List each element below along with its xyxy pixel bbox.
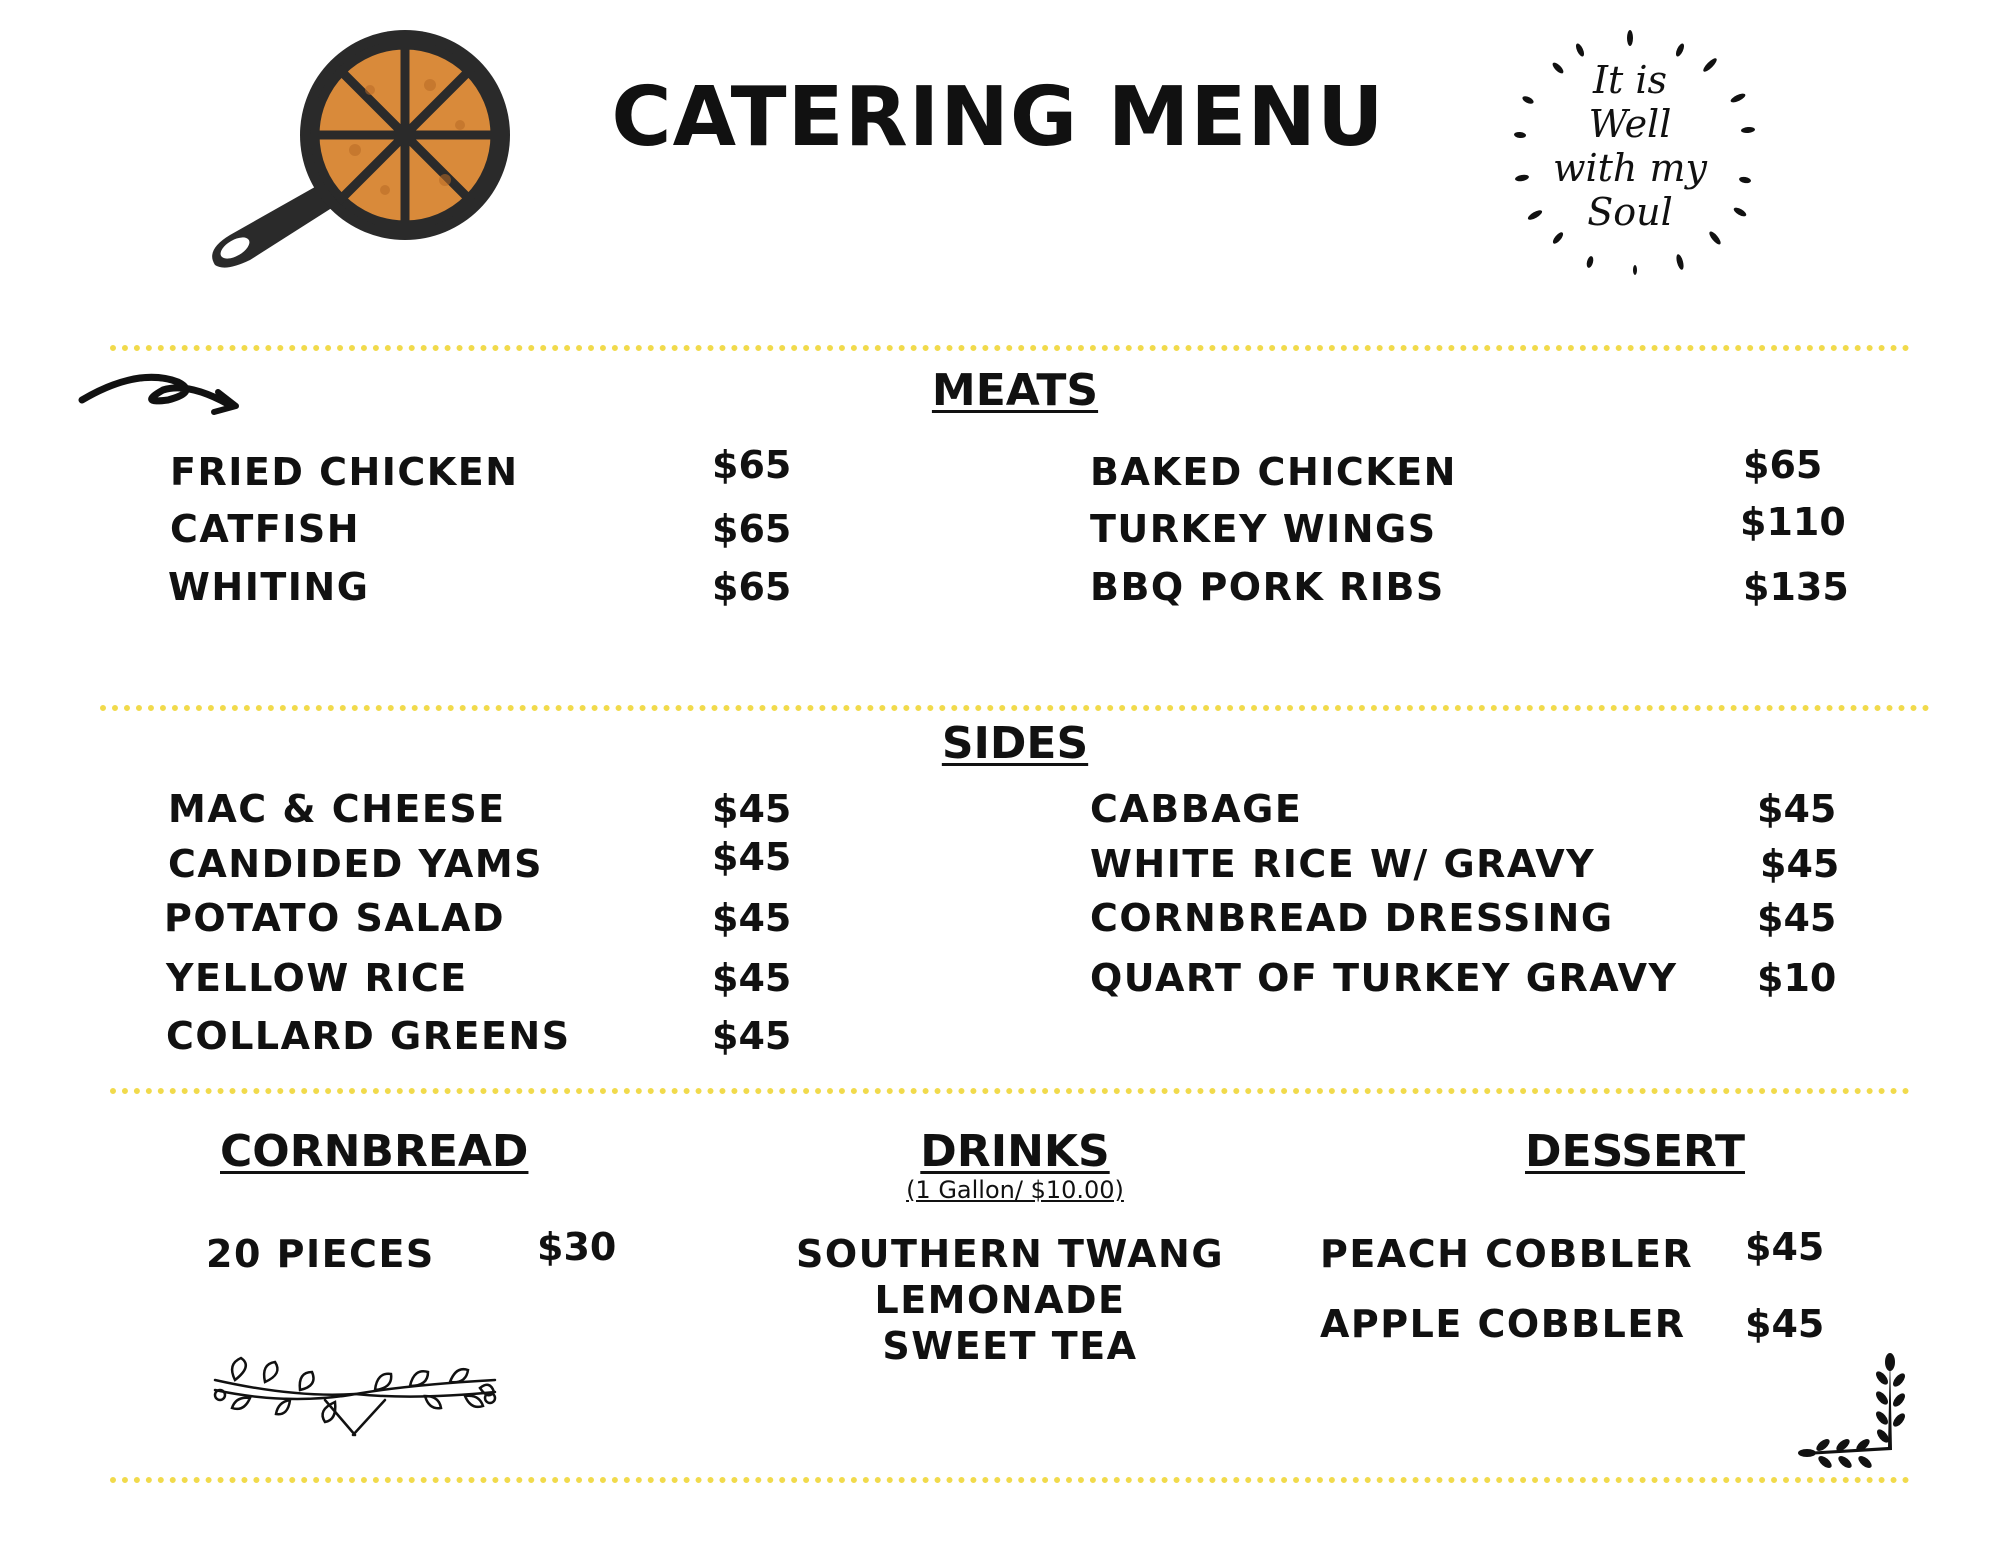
menu-item-name: YELLOW RICE <box>166 956 468 1000</box>
laurel-ornament-icon <box>205 1350 505 1440</box>
menu-item-name: APPLE COBBLER <box>1320 1302 1686 1346</box>
menu-item-price: $10 <box>1757 956 1837 1000</box>
menu-item-name: WHITING <box>168 565 370 609</box>
menu-item-price: $45 <box>712 787 792 831</box>
menu-item-name: BAKED CHICKEN <box>1090 450 1457 494</box>
section-heading-drinks: DRINKS <box>920 1126 1110 1177</box>
menu-item-name: CATFISH <box>170 507 361 551</box>
menu-item-price: $45 <box>1757 896 1837 940</box>
page-title: CATERING MENU <box>611 70 1385 165</box>
drink-item: SOUTHERN TWANG <box>795 1232 1225 1276</box>
menu-item-name: CABBAGE <box>1090 787 1303 831</box>
menu-item-price: $45 <box>712 956 792 1000</box>
menu-item-price: $45 <box>712 896 792 940</box>
menu-item-name: MAC & CHEESE <box>168 787 506 831</box>
leaf-sprig-icon <box>1795 1350 1915 1470</box>
menu-item-name: PEACH COBBLER <box>1320 1232 1694 1276</box>
menu-item-name: 20 PIECES <box>206 1232 435 1276</box>
menu-item-price: $45 <box>1757 787 1837 831</box>
menu-item-price: $30 <box>537 1225 617 1269</box>
badge-line: Well <box>1588 102 1672 146</box>
menu-item-name: COLLARD GREENS <box>166 1014 571 1058</box>
drinks-price-note: (1 Gallon/ $10.00) <box>906 1176 1124 1204</box>
divider-bottom <box>110 1477 1910 1483</box>
badge-line: Soul <box>1587 190 1673 234</box>
menu-item-price: $45 <box>712 1014 792 1058</box>
menu-item-name: QUART OF TURKEY GRAVY <box>1090 956 1678 1000</box>
divider-sides-bottom <box>110 1088 1910 1094</box>
divider-meats-sides <box>100 705 1930 711</box>
menu-item-price: $65 <box>1743 443 1823 487</box>
menu-item-name: BBQ PORK RIBS <box>1090 565 1445 609</box>
menu-item-name: TURKEY WINGS <box>1090 507 1437 551</box>
badge-line: It is <box>1592 58 1667 102</box>
menu-item-price: $45 <box>1745 1302 1825 1346</box>
menu-item-name: FRIED CHICKEN <box>170 450 519 494</box>
menu-item-price: $45 <box>712 835 792 879</box>
section-heading-dessert: DESSERT <box>1525 1126 1745 1177</box>
section-heading-sides: SIDES <box>941 718 1089 769</box>
menu-item-name: CANDIDED YAMS <box>168 842 544 886</box>
badge-text <box>1530 58 1730 234</box>
divider-top <box>110 345 1910 351</box>
menu-item-name: WHITE RICE W/ GRAVY <box>1090 842 1596 886</box>
drink-item: SWEET TEA <box>882 1324 1138 1368</box>
drink-item: LEMONADE <box>874 1278 1126 1322</box>
menu-item-name: POTATO SALAD <box>164 896 505 940</box>
section-heading-meats: MEATS <box>931 365 1099 416</box>
arrow-icon <box>78 362 248 422</box>
badge-line: with my <box>1552 146 1707 190</box>
menu-item-price: $65 <box>712 507 792 551</box>
menu-item-price: $45 <box>1760 842 1840 886</box>
menu-item-price: $110 <box>1740 500 1846 544</box>
section-heading-cornbread: CORNBREAD <box>220 1126 529 1177</box>
menu-item-price: $65 <box>712 443 792 487</box>
menu-item-price: $135 <box>1743 565 1849 609</box>
menu-item-price: $45 <box>1745 1225 1825 1269</box>
menu-item-name: CORNBREAD DRESSING <box>1090 896 1614 940</box>
menu-item-price: $65 <box>712 565 792 609</box>
